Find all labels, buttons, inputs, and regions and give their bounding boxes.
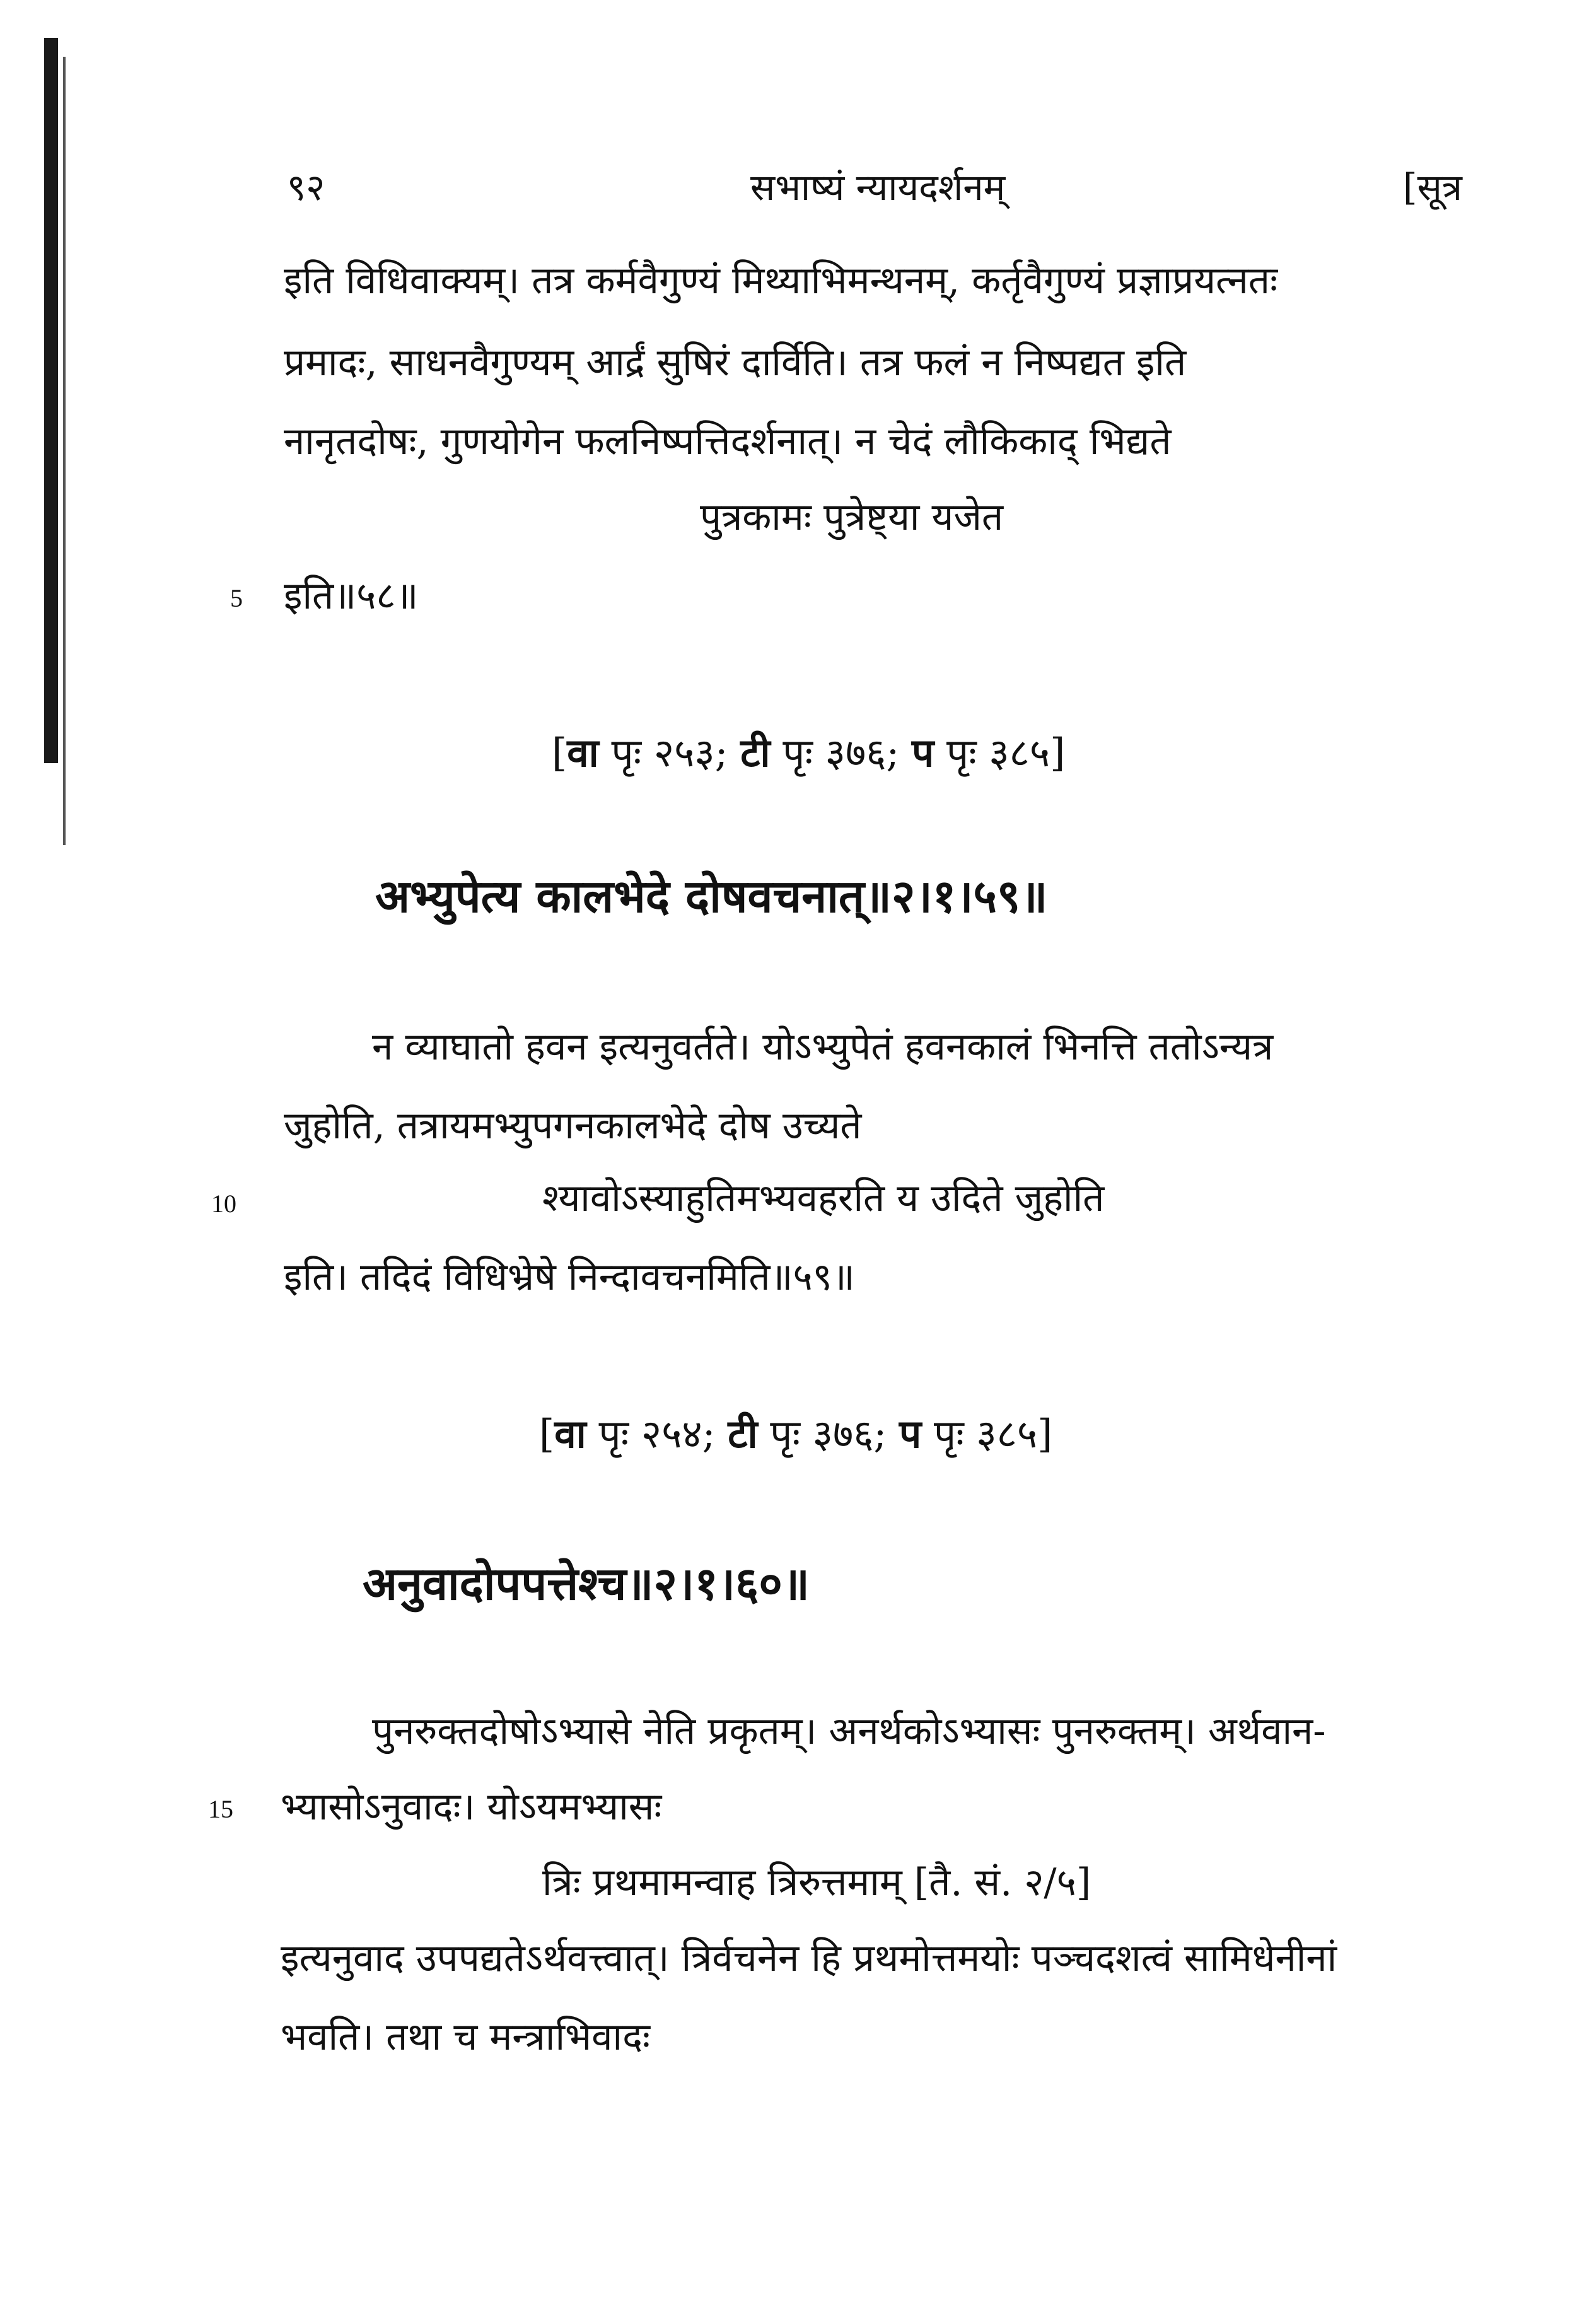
text-line: प्रमादः, साधनवैगुण्यम् आर्द्रं सुषिरं दार्विति। तत्र फलं न निष्पद्यत इति (284, 341, 1187, 385)
line-number: 15 (208, 1795, 233, 1823)
line-number: 10 (211, 1189, 236, 1218)
ref-va: वा (567, 730, 599, 776)
text-line: जुहोति, तत्रायमभ्युपगनकालभेदे दोष उच्यते (284, 1104, 862, 1148)
binding-shadow (44, 38, 58, 763)
text-line: इति॥५८॥ (284, 574, 419, 618)
cross-reference (552, 725, 1065, 778)
quoted-verse: त्रिः प्रथमामन्वाह त्रिरुत्तमाम् [तै. सं. २/५] (542, 1860, 1091, 1905)
sutra-heading: अभ्युपेत्य कालभेदे दोषवचनात्॥२।१।५९॥ (375, 869, 1048, 923)
ref-ti-page: पृः ३७६; (782, 730, 900, 776)
text-line: न व्याघातो हवन इत्यनुवर्तते। योऽभ्युपेतं हवनकालं भिनत्ति ततोऽन्यत्र (372, 1025, 1274, 1069)
ref-bracket: [ (539, 1411, 555, 1457)
ref-bracket: [ (552, 730, 567, 776)
ref-pa-page: पृः ३८५] (933, 1411, 1053, 1457)
sutra-heading: अनुवादोपपत्तेश्च॥२।१।६०॥ (363, 1556, 810, 1610)
ref-pa: प (912, 730, 934, 776)
ref-va-page: पृः २५३; (611, 730, 728, 776)
quoted-verse: श्यावोऽस्याहुतिमभ्यवहरति य उदिते जुहोति (542, 1176, 1105, 1220)
text-line: पुनरुक्तदोषोऽभ्यासे नेति प्रकृतम्। अनर्थकोऽभ्यासः पुनरुक्तम्। अर्थवान- (372, 1709, 1326, 1753)
ref-ti: टी (740, 730, 771, 776)
ref-ti-page: पृः ३७६; (770, 1411, 887, 1457)
text-line: इति विधिवाक्यम्। तत्र कर्मवैगुण्यं मिथ्याभिमन्थनम्, कर्तृवैगुण्यं प्रज्ञाप्रयत्नतः (284, 259, 1278, 303)
section-marker: [सूत्र (1403, 166, 1462, 209)
ref-pa-page: पृः ३८५] (946, 730, 1066, 776)
ref-ti: टी (728, 1411, 758, 1457)
ref-va-page: पृः २५४; (598, 1411, 716, 1457)
binding-edge (63, 57, 66, 845)
text-line: इति। तदिदं विधिभ्रेषे निन्दावचनमिति॥५९॥ (284, 1255, 855, 1299)
quoted-verse: पुत्रकामः पुत्रेष्ट्या यजेत (700, 495, 1004, 539)
page-number: ९२ (287, 166, 325, 209)
ref-pa: प (899, 1411, 922, 1457)
text-line: इत्यनुवाद उपपद्यतेऽर्थवत्त्वात्। त्रिर्वचनेन हि प्रथमोत्तमयोः पञ्चदशत्वं सामिधेनीनां (281, 1936, 1337, 1980)
text-line: भवति। तथा च मन्त्राभिवादः (281, 2015, 651, 2059)
cross-reference (539, 1406, 1052, 1459)
running-title: सभाष्यं न्यायदर्शनम् (750, 166, 1006, 209)
line-number: 5 (230, 584, 243, 612)
ref-va: वा (554, 1411, 586, 1457)
text-line: भ्यासोऽनुवादः। योऽयमभ्यासः (281, 1785, 662, 1829)
text-line: नानृतदोषः, गुणयोगेन फलनिष्पत्तिदर्शनात्। न चेदं लौकिकाद् भिद्यते (284, 419, 1172, 464)
